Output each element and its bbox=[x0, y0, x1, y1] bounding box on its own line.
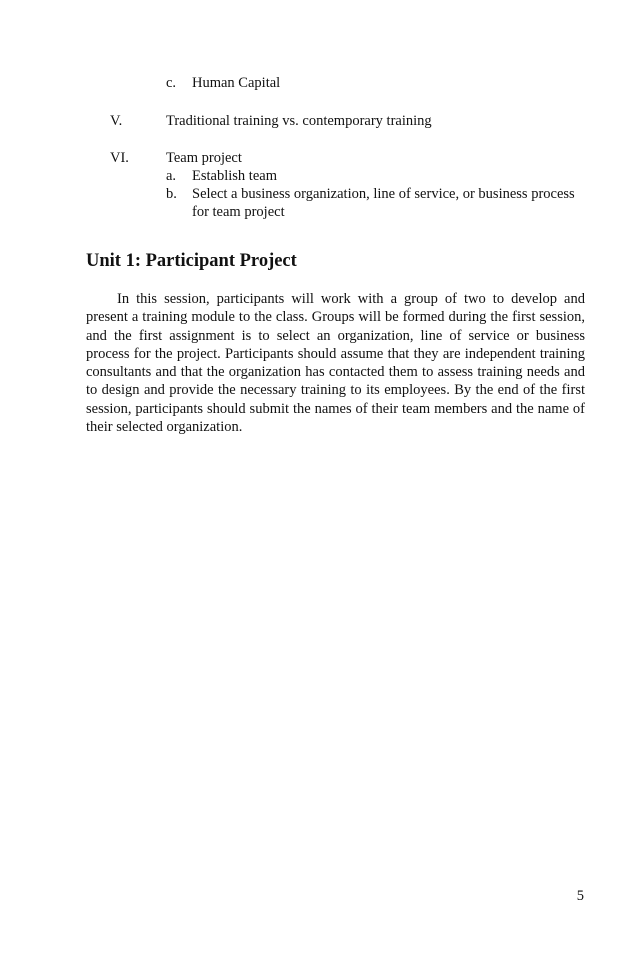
outline-marker-b: b. bbox=[166, 186, 177, 202]
outline-subitem-select-organization-line1: Select a business organization, line of service, or business process bbox=[192, 186, 575, 202]
outline-marker-v: V. bbox=[110, 113, 123, 129]
outline-item-human-capital: Human Capital bbox=[192, 75, 281, 91]
unit-heading: Unit 1: Participant Project bbox=[86, 251, 297, 271]
outline-subitem-establish-team: Establish team bbox=[192, 168, 277, 184]
outline-item-team-project: Team project bbox=[166, 150, 242, 166]
outline-item-training-comparison: Traditional training vs. contemporary training bbox=[166, 113, 432, 129]
outline-subitem-select-organization-line2: for team project bbox=[192, 204, 285, 220]
outline-marker-vi: VI. bbox=[110, 150, 129, 166]
page-number: 5 bbox=[576, 888, 584, 904]
outline-marker-a: a. bbox=[166, 168, 177, 184]
outline-marker-c: c. bbox=[166, 75, 177, 91]
unit-paragraph: In this session, participants will work with a group of two to develop and present a training module to the class. Groups will be formed during the first session, and the first assignment is to select an organization, line of service or business process for the project. Participants should assume that they are independent training consultants and that the organization has contacted them to assess training needs and to design and provide the necessary training to its employees. By the end of the first session, participants should submit the names of their team members and the name of their selected organization. bbox=[86, 291, 585, 436]
